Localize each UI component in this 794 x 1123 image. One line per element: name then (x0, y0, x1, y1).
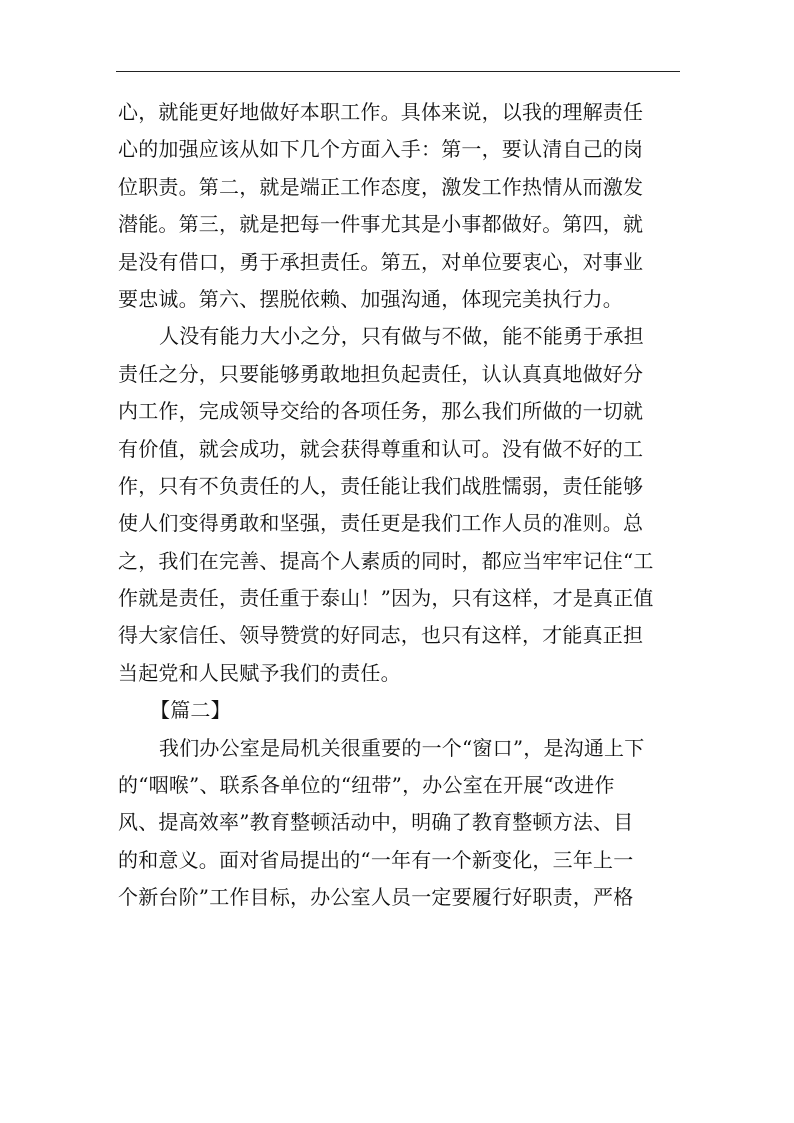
text-line: 我们办公室是局机关很重要的一个“窗口”，是沟通上下 (159, 735, 645, 760)
paragraph-1 (118, 94, 682, 318)
text-line: 的和意义。面对省局提出的“一年有一个新变化，三年上一 (118, 847, 634, 872)
text-line: 个新台阶”工作目标，办公室人员一定要履行好职责，严格 (118, 885, 634, 910)
text-line: 位职责。第二，就是端正工作态度，激发工作热情从而激发 (118, 174, 644, 199)
header-rule (116, 71, 680, 72)
section-heading: 【篇二】 (150, 698, 231, 723)
text-line: 作，只有不负责任的人，责任能让我们战胜懦弱，责任能够 (118, 473, 644, 498)
text-line: 潜能。第三，就是把每一件事尤其是小事都做好。第四，就 (118, 212, 644, 237)
text-line: 内工作，完成领导交给的各项任务，那么我们所做的一切就 (118, 399, 644, 424)
text-line: 责任之分，只要能够勇敢地担负起责任，认认真真地做好分 (118, 361, 644, 386)
text-line: 是没有借口，勇于承担责任。第五，对单位要衷心，对事业 (118, 249, 644, 274)
document-body (118, 94, 682, 917)
text-line: 人没有能力大小之分，只有做与不做，能不能勇于承担 (159, 324, 644, 349)
text-line: 之，我们在完善、提高个人素质的同时，都应当牢牢记住“工 (118, 548, 654, 573)
text-line: 心，就能更好地做好本职工作。具体来说，以我的理解责任 (118, 100, 644, 124)
text-line: 风、提高效率”教育整顿活动中，明确了教育整顿方法、目 (118, 810, 634, 835)
text-line: 有价值，就会成功，就会获得尊重和认可。没有做不好的工 (118, 436, 644, 461)
text-line: 当起党和人民赋予我们的责任。 (118, 660, 401, 685)
paragraph-2 (118, 318, 682, 692)
text-line: 使人们变得勇敢和坚强，责任更是我们工作人员的准则。总 (118, 511, 644, 536)
text-line: 作就是责任，责任重于泰山！”因为，只有这样，才是真正值 (118, 586, 654, 611)
text-line: 要忠诚。第六、摆脱依赖、加强沟通，体现完美执行力。 (118, 286, 623, 311)
paragraph-3 (118, 730, 682, 917)
text-line: 心的加强应该从如下几个方面入手：第一，要认清自己的岗 (118, 137, 644, 162)
text-line: 得大家信任、领导赞赏的好同志，也只有这样，才能真正担 (118, 623, 644, 648)
text-line: 的“咽喉”、联系各单位的“纽带”，办公室在开展“改进作 (118, 773, 615, 798)
